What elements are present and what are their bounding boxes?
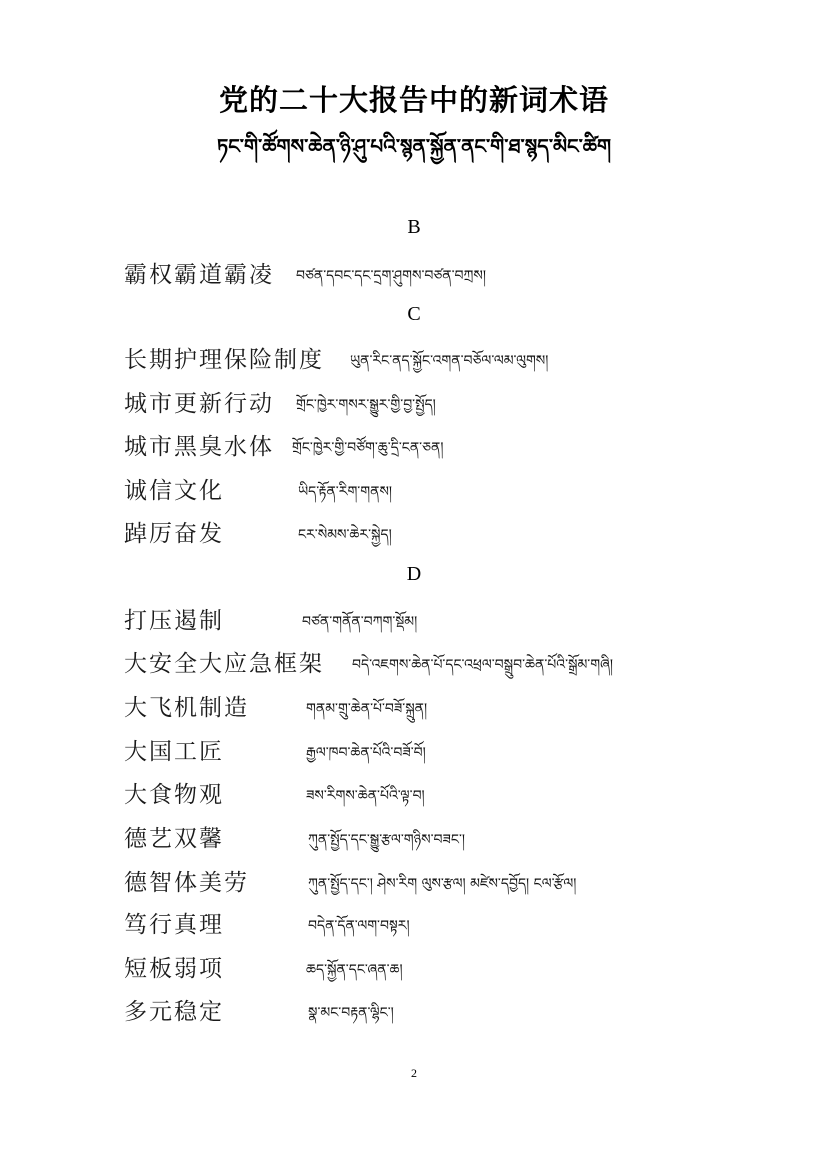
- term-tibetan: བཙན་གནོན་བཀག་སྡོམ།: [302, 614, 418, 630]
- term-tibetan: ཟས་རིགས་ཆེན་པོའི་ལྟ་བ།: [306, 788, 425, 804]
- term-chinese: 大安全大应急框架: [124, 651, 324, 677]
- term-chinese: 大食物观: [124, 782, 224, 808]
- term-row: [124, 733, 426, 769]
- page-subtitle-tibetan: ཏང་གི་ཚོགས་ཆེན་ཉི་ཤུ་པའི་སྙན་སྐྱོན་ནང་གི་ཐ་སྙད་མིང་ཚིག: [216, 134, 612, 158]
- term-row: [124, 689, 428, 725]
- term-tibetan: ཀུན་སྤྱོད་དང་སྒྱུ་རྩལ་གཉིས་བཟང་།: [308, 832, 466, 848]
- term-row: [124, 950, 403, 986]
- term-chinese: 大国工匠: [124, 739, 224, 765]
- page-title: 党的二十大报告中的新词术语: [218, 83, 609, 117]
- term-tibetan: བདེ་འཇགས་ཆེན་པོ་དང་འཕྲལ་བསྒྲུབ་ཆེན་པོའི་སྒྲོམ་གཞི།: [352, 657, 613, 673]
- term-tibetan: ཆད་སྐྱོན་དང་ཞན་ཆ།: [306, 962, 403, 978]
- term-chinese: 德艺双馨: [124, 826, 224, 852]
- term-tibetan: ངར་སེམས་ཆེར་སྐྱེད།: [298, 527, 392, 543]
- term-row: [124, 820, 466, 856]
- term-tibetan: ཡིད་རྟོན་རིག་གནས།: [298, 484, 392, 500]
- term-chinese: 踔厉奋发: [124, 521, 224, 547]
- term-tibetan: བཙན་དབང་དང་དྲག་ཤུགས་བཙན་བཀྲས།: [296, 268, 486, 284]
- term-chinese: 德智体美劳: [124, 870, 249, 896]
- term-chinese: 大飞机制造: [124, 695, 249, 721]
- term-tibetan: གནམ་གྲུ་ཆེན་པོ་བཟོ་སྐྲུན།: [306, 701, 428, 717]
- term-tibetan: གྲོང་ཁྱེར་གྱི་བཙོག་ཆུ་དྲི་ངན་ཅན།: [292, 440, 444, 456]
- section-letter: B: [407, 216, 421, 238]
- term-chinese: 打压遏制: [124, 608, 224, 634]
- term-tibetan: ཀུན་སྤྱོད་དང་། ཤེས་རིག ལུས་རྩལ། མཛེས་དབྱོད། ངལ་རྩོལ།: [308, 876, 577, 892]
- page-number: 2: [411, 1066, 417, 1080]
- term-row: [124, 256, 486, 292]
- term-row: [124, 472, 392, 508]
- term-chinese: 短板弱项: [124, 956, 224, 982]
- term-row: [124, 602, 418, 638]
- term-row: [124, 428, 444, 464]
- term-chinese: 多元稳定: [124, 999, 224, 1025]
- term-row: [124, 515, 392, 551]
- term-chinese: 诚信文化: [124, 478, 224, 504]
- term-chinese: 城市黑臭水体: [124, 434, 274, 460]
- term-row: [124, 776, 425, 812]
- term-row: [124, 906, 410, 942]
- term-row: [124, 385, 436, 421]
- term-chinese: 长期护理保险制度: [124, 347, 324, 373]
- section-letter: C: [407, 303, 421, 325]
- term-tibetan: གྲོང་ཁྱེར་གསར་སྒྱུར་གྱི་བྱ་སྤྱོད།: [296, 397, 436, 413]
- term-tibetan: རྒྱལ་ཁབ་ཆེན་པོའི་བཟོ་བོ།: [306, 745, 426, 761]
- term-tibetan: སྣ་མང་བརྟན་ལྷིང་།: [308, 1005, 394, 1021]
- term-row: [124, 864, 577, 900]
- section-letter: D: [406, 563, 422, 585]
- term-row: [124, 993, 394, 1029]
- term-row: [124, 645, 613, 681]
- term-chinese: 霸权霸道霸凌: [124, 262, 274, 288]
- term-chinese: 城市更新行动: [124, 391, 274, 417]
- term-tibetan: ཡུན་རིང་ནད་སྐྱོང་འགན་བཅོལ་ལམ་ལུགས།: [350, 353, 549, 369]
- term-tibetan: བདེན་དོན་ལག་བསྟར།: [308, 918, 410, 934]
- term-row: [124, 341, 549, 377]
- term-chinese: 笃行真理: [124, 912, 224, 938]
